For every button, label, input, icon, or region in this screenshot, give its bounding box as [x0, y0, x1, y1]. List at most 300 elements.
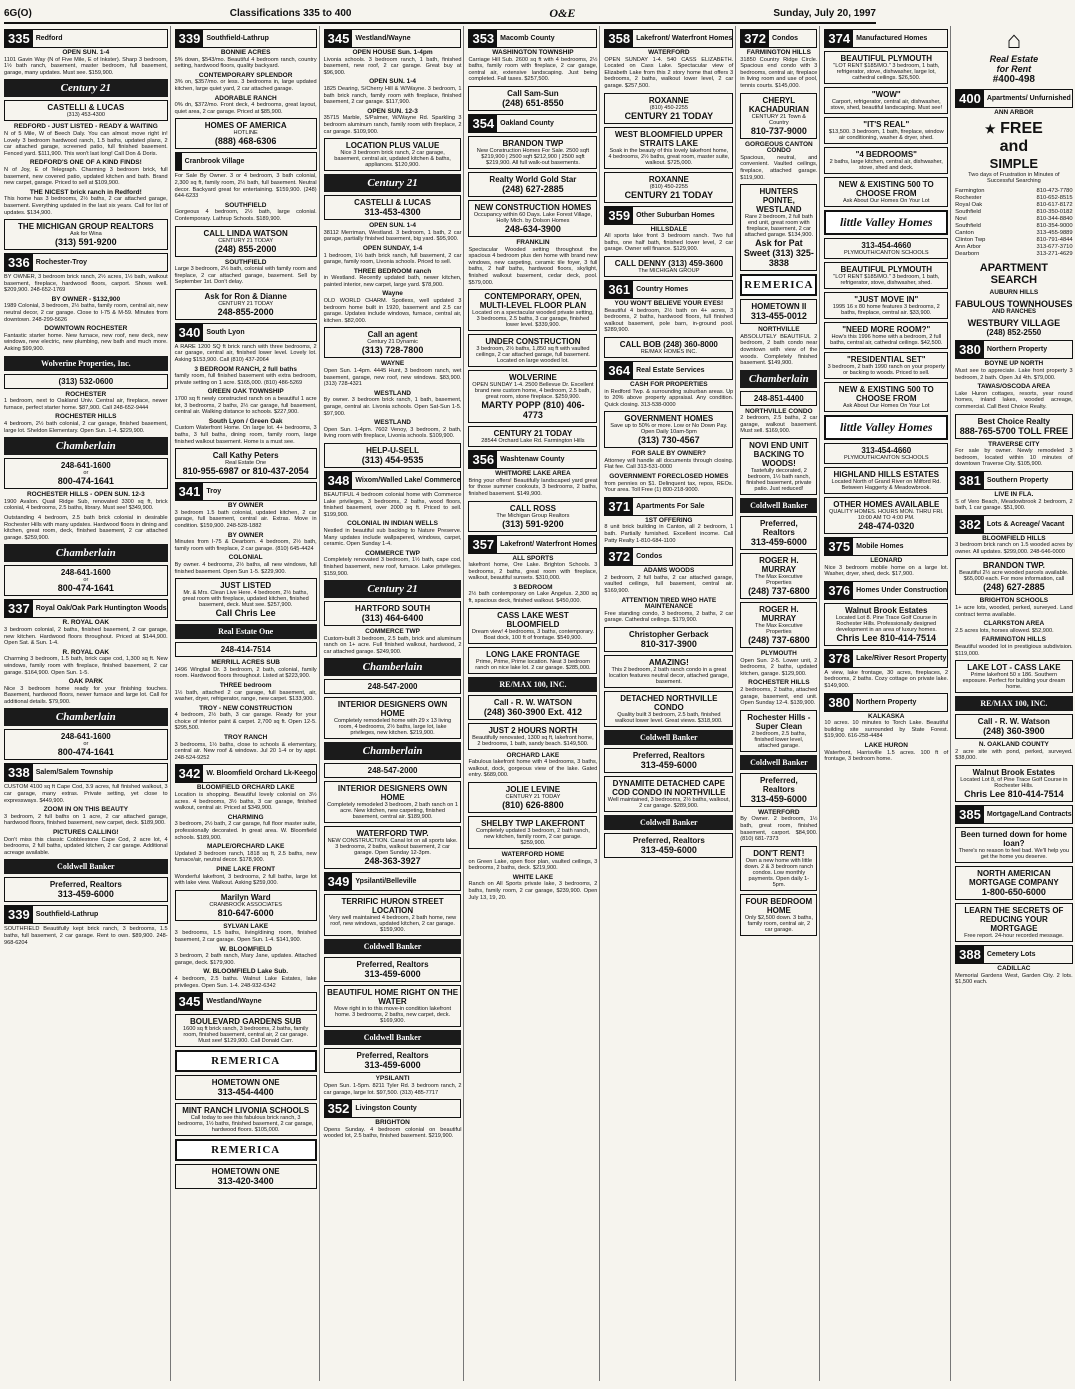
boxed-ad-title: Preferred, Realtors [632, 835, 705, 845]
listing-body: 1989 Colonial, 3 bedroom, 2½ baths, family room, central air, new neutral decor, 2 car garage. Close to I-75 & M-59. Minutes from downtown. 248-299-5626 [4, 303, 168, 323]
ann-arbor-label: ANN ARBOR [994, 109, 1034, 116]
listing-ad [468, 471, 597, 497]
boxed-ad [604, 93, 733, 124]
newspaper-page [4, 4, 1073, 1381]
listing-body: on Green Lake, open floor plan, vaulted ceilings, 3 bedrooms, 2 baths, deck. $219,900. [468, 858, 598, 872]
broker-logo: Chamberlain [4, 544, 168, 562]
city-name: Farmington [955, 187, 985, 194]
listing-headline: BY OWNER [227, 502, 264, 510]
listing-ad [955, 742, 1073, 762]
listing-body: Memorial Gardens West, Garden City. 2 lots. $1,500 each. [955, 972, 1073, 986]
listing-headline: THREE bedroom [219, 681, 272, 689]
broker-logo: Coldwell Banker [4, 859, 168, 874]
boxed-ad [740, 710, 817, 752]
boxed-ad-text: CENTURY 21 Town & Country [751, 113, 807, 126]
boxed-ad-text: Completely remodeled 3 bedroom, 2 bath ranch on 1 acre. New kitchen, new carpeting, finished basement, central air. $189,900. [327, 802, 459, 821]
listing-ad [955, 621, 1073, 634]
section-name: Royal Oak/Oak Park Huntington Woods [35, 605, 167, 613]
boxed-ad-title: SHELBY TWP LAKEFRONT [481, 819, 585, 829]
boxed-ad-title: CALL BOB (248) 360-8000 [619, 339, 718, 349]
section-header [604, 206, 733, 225]
listing-headline: OPEN SUN. 12-3 [367, 107, 418, 115]
listing-body: 35715 Marble, S/Palmer, W/Wayne Rd. Sparkling 3 bedroom aluminum ranch, family room with fireplace, 2 car garage. $109,900. [323, 115, 462, 135]
boxed-ad-title: NEW CONSTRUCTION HOMES [474, 202, 592, 212]
boxed-ad-title: JUST 2 HOURS NORTH [488, 725, 578, 735]
boxed-ad-phone: 248-855-2000 [217, 306, 274, 317]
section-number: 354 [469, 115, 497, 132]
section-header [468, 450, 597, 469]
boxed-ad [824, 467, 948, 494]
boxed-ad [824, 603, 948, 646]
listing-body: Ranch on All Sports private lake, 3 bedrooms, 2 baths, family room, 2 car garage, $239,900. Open July 13, 19, 20. [468, 881, 598, 901]
section-header [4, 905, 168, 924]
boxed-ad-title: 248-547-2000 [367, 682, 418, 692]
boxed-ad-title: WOLVERINE [508, 373, 557, 383]
listing-body: Attorney will handle all documents through closing. Flat fee. Call 313-531-0000 [604, 457, 734, 471]
broker-logo: REMERICA [740, 274, 817, 296]
boxed-ad [324, 957, 462, 982]
broker-logo: REMERICA [175, 1050, 317, 1072]
boxed-ad [955, 660, 1073, 693]
section-number: 345 [176, 993, 204, 1010]
listing-body: Fabulous lakefront home with 4 bedrooms, 3 baths, walkout, dock, gorgeous view of the lake. Gated entry. $689,000. [468, 759, 598, 779]
listing-ad [4, 830, 168, 856]
section-header [824, 29, 948, 48]
listing-ad [824, 714, 948, 740]
broker-logo: Chamberlain [4, 437, 168, 455]
boxed-ad-text: CENTURY 21 TODAY [218, 300, 274, 307]
boxed-ad-text: "LOT RENT $185/MO." 3 bedroom, 1 bath, refrigerator, stove, dishwasher, large lot, cathedral ceilings. $26,500. [833, 63, 940, 81]
listing-headline: Wayne [382, 290, 403, 298]
section-header [955, 805, 1073, 824]
boxed-ad-phone: 810-955-6987 or 810-437-2054 [182, 466, 309, 477]
listing-headline: YOU WON'T BELIEVE YOUR EYES! [614, 299, 724, 307]
listing-ad [955, 536, 1073, 556]
listing-body: 4 bedroom, 2½ bath, 3 car garage. Ready for your choice of interior paint & carpet. 2,700 sq ft. Open 12-5. $295,500. [174, 712, 317, 732]
listing-body: N of 5 Mile, W of Beech Daly. You can almost move right in! Lovely 3 bedroom hardwood ranch, 1.5 baths, updated plans, 2 car attached garage, screened patio, full finished basement. Fenced yard. $111,900. This won't last long! Call Don & Doris. [4, 130, 168, 157]
boxed-ad [604, 337, 733, 358]
listing-ad [4, 414, 168, 434]
section-header [955, 340, 1073, 359]
boxed-ad-title: 248-641-1600 [60, 732, 111, 742]
listing-ad [4, 297, 168, 323]
section-number: 380 [825, 694, 853, 711]
boxed-ad-phone: (248) 360-3900 Ext. 412 [483, 706, 582, 717]
listing-body: 1496 Wingtail Dr. 3 bedroom, 2 bath, colonial, family room. Hardwood floors throughout. Listed at $223,900. [174, 666, 317, 680]
boxed-ad-title: BEAUTIFUL PLYMOUTH [840, 54, 933, 63]
listing-headline: TRAVERSE CITY [988, 440, 1040, 448]
listing-ad [604, 518, 733, 544]
listing-ad [324, 1076, 462, 1096]
listing-body: lakefront home, Ore Lake. Brighton Schools. 3 bedrooms, 2 baths, great room with fireplace, walkout, beautiful sunsets. $310,000. [468, 562, 598, 582]
boxed-ad-phone: 248-363-3927 [364, 856, 421, 867]
boxed-ad-text: QUALITY HOMES. HOURS MON. THRU FRI. 10:00 AM TO 4:00 PM. [829, 509, 944, 521]
listing-body: Bring your offers! Beautifully landscaped yard great for those summer cookouts, 3 bedrooms, 2 baths, finished basement. $149,900. [468, 477, 598, 497]
listing-ad [4, 124, 168, 157]
boxed-ad-title: INTERIOR DESIGNERS OWN HOME [337, 700, 448, 719]
listing-ad [4, 492, 168, 512]
listing-body: For sale by owner. Newly remodeled 3 bedroom, located within 10 minutes of downtown Traverse City. $105,900. [955, 448, 1073, 468]
boxed-ad-title: BRANDON TWP [502, 138, 564, 148]
listing-body: A view, lake frontage, 30 acres, fireplaces, 2 bedrooms, 2 baths. Cozy cottage on private lake. $149,900. [824, 669, 949, 689]
listing-headline: FARMINGTON HILLS [981, 636, 1046, 644]
listing-body: Opens Sunday. 4 bedroom colonial on beautiful wooded lot, 2.5 baths, finished basement. $219,900. [323, 1126, 462, 1140]
listing-ad [740, 50, 817, 90]
boxed-ad-text: How's this 1996 home with a bedroom, 2 full baths, central air, cathedral ceilings. $42,500. [830, 334, 943, 346]
boxed-ad [740, 391, 817, 406]
listing-body: By owner. 3 bedroom brick ranch, 1 bath, basement, garage, central air. Livonia schools. Open Sat-Sun 1-5. $97,900. [323, 397, 462, 417]
boxed-ad-title: Best Choice Realty [977, 416, 1051, 426]
listing-ad [4, 274, 168, 294]
boxed-ad-text: (810) 450-2255 [649, 183, 688, 190]
section-name: Wixom/Walled Lake/ Commerce [355, 476, 461, 484]
boxed-ad [4, 565, 168, 596]
listing-ad [740, 409, 817, 435]
listing-headline: WATERFORD [758, 808, 800, 816]
listing-body: 3 bedrooms, 1½ baths, close to schools & elementary, central air. New roof & windows. Jul 20 1-4 or by appt. 248-524-9252 [174, 741, 317, 761]
section-number: 348 [325, 472, 353, 489]
listing-ad [324, 420, 462, 440]
listing-headline: SYLVAN LAKE [223, 922, 269, 930]
boxed-ad [324, 443, 462, 468]
boxed-ad-phone: CENTURY 21 TODAY [624, 110, 714, 121]
broker-logo: Century 21 [4, 79, 168, 97]
city-name: Dearborn [955, 250, 980, 257]
column-3 [324, 26, 465, 1381]
boxed-ad-title: HOMETOWN ONE [211, 1167, 280, 1177]
listing-headline: WHITMORE LAKE AREA [495, 470, 571, 478]
column-4 [468, 26, 600, 1381]
listing-body: Spectacular Wooded setting throughout the spacious 4 bedroom plus den home with brand new windows, new carpeting, ceramic tile foyer, 3 full baths, 2 half baths, hardwood floors, skylight, finished walkout basement, cedar deck, pool. $579,000. [468, 246, 598, 286]
boxed-ad [175, 226, 317, 257]
boxed-ad [4, 729, 168, 760]
listing-ad [955, 598, 1073, 618]
section-header [324, 471, 462, 490]
boxed-ad-phone: 313-459-6000 [750, 537, 807, 548]
listing-body: Lake Huron cottages, resorts, year round homes, inland lakes, wooded acreage, commercial. Call Best Choice Realty. [955, 390, 1073, 410]
listing-ad [955, 442, 1073, 468]
boxed-ad-phone: (313) 591-9200 [502, 518, 564, 529]
boxed-ad-text: 3 bedroom, 2½ baths, 1,850 sq ft with vaulted ceilings, 2 car attached garage, full basement. Located on large wooded lot. [475, 346, 590, 365]
boxed-ad-phone: 1-800-650-6000 [981, 887, 1046, 897]
section-name: Southfield-Lathrup [206, 35, 269, 42]
boxed-ad [4, 100, 168, 121]
boxed-ad [824, 322, 948, 349]
boxed-ad-title: NEW & EXISTING 500 TO CHOOSE FROM [838, 180, 934, 198]
boxed-ad-title: DYNAMITE DETACHED CAPE COD CONDO IN NORTHVILLE [612, 778, 726, 797]
listing-ad [175, 96, 317, 116]
boxed-ad [824, 238, 948, 259]
apartment-search: APARTMENT SEARCH [979, 261, 1048, 286]
section-header [604, 497, 733, 516]
boxed-ad-title: JOLIE LEVINE [505, 785, 561, 795]
listing-ad [955, 492, 1073, 512]
listing-headline: WESTLAND [374, 419, 411, 427]
boxed-ad-text: Ask for Wina [69, 231, 102, 238]
broker-logo: Coldwell Banker [604, 815, 733, 830]
listing-ad [175, 260, 317, 286]
broker-logo: Wolverine Properties, Inc. [4, 356, 168, 371]
boxed-ad-text: Completely updated 3 bedroom, 2 bath ranch, new kitchen, family room, 2 car garage. $259,900. [476, 828, 590, 847]
boxed-ad [324, 826, 462, 869]
boxed-ad [604, 691, 733, 727]
boxed-ad-title: BEAUTIFUL PLYMOUTH [840, 265, 933, 274]
listing-body: in Redford Twp. & surrounding suburban areas. Up to 20% above property appraisal. Any condition. Quick closing. 313-538-0000 [604, 388, 734, 408]
section-header [175, 29, 317, 48]
boxed-ad [324, 697, 462, 739]
listing-body: 4 bedroom, 2.5 baths. Walnut Lake Estates, lake privileges. Open Sun. 1-4. 248-932-6342 [174, 975, 317, 989]
boxed-ad-phone: (248) 651-8550 [502, 97, 564, 108]
boxed-ad-text: (810) 450-2255 [649, 104, 688, 111]
section-header [468, 29, 597, 48]
boxed-ad-text: HOTLINE [233, 130, 258, 137]
boxed-ad-phone: 313-420-3400 [217, 1176, 274, 1187]
listing-body: Beautiful 4 bedroom, 2½ bath on 4+ acres, 3 bedrooms, 2 baths, hardwood floors, full finished walkout basement, pole barn, in-ground pool. $289,900. [604, 307, 734, 334]
city-phone-row [955, 195, 1073, 202]
section-header [740, 29, 817, 48]
boxed-ad-phone: CENTURY 21 TODAY [624, 189, 714, 200]
city-name: Southfield [955, 208, 981, 215]
listing-headline: LAKE HURON [864, 741, 908, 749]
boxed-ad-title: Walnut Brook Estates [845, 605, 928, 615]
listing-ad [324, 629, 462, 655]
listing-body: 3 bedrooms, 1.5 baths, living/dining room, finished basement, 2 car garage. Open Sun. 1-4. $141,900. [174, 930, 317, 943]
listing-headline: BONNIE ACRES [220, 49, 271, 56]
boxed-ad-phone: Call Chris Lee [215, 608, 276, 619]
boxed-ad [468, 816, 597, 849]
boxed-ad-title: "WOW" [871, 90, 901, 99]
section-header [4, 763, 168, 782]
boxed-ad-phone: 888-765-5700 TOLL FREE [959, 425, 1068, 436]
boxed-ad-text: 1600 sq ft brick ranch, 3 bedrooms, 2 baths, family room, finished basement, central air, 2 car garage. Must see! $129,900. Call Donald Carr. [183, 1026, 309, 1045]
city-name: Canton [955, 229, 974, 236]
boxed-ad [740, 602, 817, 648]
listing-headline: ZOOM IN ON THIS BEAUTY [43, 806, 129, 814]
boxed-ad-title: HELP-U-SELL [366, 445, 419, 455]
boxed-ad-text: Nice 3 bedroom brick ranch, 2 car garage, basement, central air, updated kitchen & baths, appliances. $120,900. [334, 150, 451, 169]
listing-ad [604, 301, 733, 334]
broker-logo: Chamberlain [324, 658, 462, 676]
listing-ad [468, 753, 597, 779]
listing-body: in Westland. Recently updated bath, newer kitchen, painted interior, new carpet, large yard. $78,900. [323, 275, 462, 288]
listing-ad [175, 344, 317, 364]
listing-ad [740, 327, 817, 367]
badge-phone: #400-498 [992, 74, 1035, 85]
boxed-ad-title: DON'T RENT! [753, 848, 805, 858]
listing-headline: BY OWNER [227, 531, 264, 539]
boxed-ad-text: PLYMOUTH/CANTON SCHOOLS [843, 455, 929, 461]
boxed-ad [324, 679, 462, 694]
listing-headline: SOUTHFIELD [224, 258, 267, 266]
boxed-ad-title: Preferred, Realtors [356, 1051, 429, 1061]
boxed-ad-title: JUST LISTED [220, 581, 272, 591]
section-number: 376 [825, 582, 853, 599]
listing-body: By Owner. 2 bedroom, 1½ bath, great room, finished basement, carport. $84,900. (810) 681-7373 [740, 816, 818, 843]
section-number: 353 [469, 30, 497, 47]
boxed-ad-title: HIGHLAND HILLS ESTATES [833, 470, 939, 479]
section-name: Northern Property [986, 346, 1048, 354]
section-number: 378 [825, 650, 853, 667]
boxed-ad [468, 501, 597, 532]
boxed-ad [468, 608, 597, 644]
boxed-ad [740, 184, 817, 271]
boxed-ad-phone: (248) 737-6800 [748, 586, 810, 597]
and-label: and [999, 137, 1029, 155]
boxed-ad-title: ROGER H. MURRAY [759, 556, 799, 575]
section-number: 340 [176, 324, 204, 341]
city-phone-row [955, 223, 1073, 230]
boxed-ad [324, 195, 462, 220]
section-header [824, 693, 948, 712]
listing-body: All sports lake front 3 bedroom ranch. Two full baths, one half bath, finished lower level, 2 car garage. Owner will finance. $129,900. [604, 233, 734, 253]
listing-ad [468, 50, 597, 83]
boxed-ad-phone: (313) 591-9200 [55, 237, 117, 248]
listing-body: For Sale By Owner. 3 or 4 bedroom, 3 bath colonial, 2,300 sq ft, family room, 2½ bath, full basement. Neutral decor. Backyard great for entertaining. $159,900. (248) 644-6233 [174, 173, 317, 200]
listing-body: 2½ bath contemporary on Lake Angelus. 2,300 sq ft, spacious deck, finished walkout. $450,000. [468, 591, 598, 605]
listing-body: 2 bedroom, 2 full baths, 2 car attached garage, vaulted ceilings, full basement, central air. $169,900. [604, 574, 734, 594]
boxed-ad [955, 866, 1073, 900]
boxed-ad-text: Located North of Grand River on Milford Rd. Between Haggerty & Meadowbrook. [831, 479, 941, 491]
section-number: 352 [325, 1100, 353, 1117]
boxed-ad [468, 289, 597, 331]
listing-headline: WATERFORD HOME [501, 851, 565, 859]
column-8 [955, 26, 1075, 1381]
boxed-ad-text: The MICHIGAN GROUP [638, 267, 700, 274]
listing-body: Open Sun. 2-5. Lower unit, 2 bedrooms, 2 baths, updated kitchen, garage. $129,900. [740, 657, 818, 677]
boxed-ad-text: Located Lot 8, of Pine Trace Golf Course in Rochester Hills. [960, 777, 1068, 789]
listing-body: 1700 sq ft newly constructed ranch on a beautiful 1 acre lot, 3 bedrooms, 2 baths, 2½ car garage, full basement, central air. Walking distance to schools. $227,900. [174, 396, 317, 416]
listing-body: 1 bedroom, 1½ bath brick ranch, full basement, 2 car garage, family room, Livonia schools. Priced to sell. [323, 252, 462, 266]
boxed-ad-title: CENTURY 21 TODAY [493, 429, 573, 439]
boxed-ad-phone: (248) 627-2885 [983, 582, 1045, 593]
listing-headline: ROCHESTER [65, 390, 107, 398]
listing-ad [175, 389, 317, 415]
boxed-ad [824, 177, 948, 207]
listing-headline: GREEN OAK TOWNSHIP [207, 388, 284, 396]
boxed-ad-title: Call Kathy Peters [212, 451, 279, 461]
listing-headline: SOUTHFIELD [224, 201, 267, 209]
listing-body: Free standing condo, 3 bedrooms, 2 baths, 2 car garage. Cathedral ceilings. $179,900. [604, 610, 734, 624]
listing-headline: COLONIAL IN INDIAN WELLS [347, 520, 438, 528]
boxed-ad-title: OTHER HOMES AVAILABLE [833, 500, 940, 509]
listing-ad [4, 807, 168, 827]
boxed-ad-text: There's no reason to feel bad. We'll help you get the home you deserve. [958, 848, 1069, 860]
listing-ad [175, 706, 317, 732]
listing-ad [955, 384, 1073, 410]
listing-headline: WATERFORD [648, 49, 690, 56]
section-number: 371 [605, 498, 633, 515]
boxed-ad [324, 763, 462, 778]
boxed-ad [604, 655, 733, 688]
boxed-ad-phone: 248-474-0320 [858, 521, 915, 531]
section-name: Mobile Homes [856, 543, 904, 550]
listing-body: Updated 3 bedroom ranch, 1818 sq ft, 2.5 baths, new furnace/air, neutral decor. $178,900. [174, 850, 317, 864]
listing-headline: WASHINGTON TOWNSHIP [492, 49, 574, 56]
listing-body: ABSOLUTELY BEAUTIFUL 2 bedroom, 2 bath condo near downtown with view of the woods. Completely finished basement. $149,900. [740, 333, 818, 367]
section-name: Condos [636, 553, 663, 561]
column-7 [824, 26, 951, 1381]
boxed-ad [175, 578, 317, 621]
boxed-ad-text: OPEN SUNDAY 1-4. 2500 Bellevue Dr. Excellent brand new custom home, 4 bedroom, 2.5 bath, great room, stone fireplace. $259,900. [472, 382, 594, 401]
boxed-ad-phone: 313-459-6000 [640, 844, 697, 855]
boxed-ad-title: Preferred, Realtors [759, 519, 798, 538]
boxed-ad-title: DETACHED NORTHVILLE CONDO [620, 693, 718, 712]
listing-headline: CHARMING [227, 813, 264, 821]
listing-ad [468, 556, 597, 582]
listing-body: Custom-built 3 bedroom, 2.5 bath, brick and aluminum ranch on 1+ acre. Full finished walkout, hardwood, 2 car attached garage. $249,900. [323, 635, 462, 655]
boxed-ad-phone: MARTY POPP (810) 406-4773 [481, 400, 585, 421]
city-phone: 810-354-9000 [1036, 222, 1073, 229]
boxed-ad-text: or [83, 741, 89, 748]
listing-body: family room, full finished basement with extra bedroom, private setting on 1 acre. $165,000. (810) 486-5269 [174, 373, 317, 386]
listing-ad [955, 361, 1073, 381]
listing-body: 3 bedroom brick ranch on 1.5 wooded acres by owner. All updates. $299,000. 248-646-0000 [955, 542, 1073, 555]
section-number: 372 [741, 30, 769, 47]
broker-logo: Coldwell Banker [740, 498, 817, 513]
boxed-ad-text: Only $2,500 down. 3 baths, family room, central air, 2 car garage. [744, 914, 813, 933]
listing-body: OPEN SUNDAY 1-4. 540 CASS ELIZABETH. Located on Cass Lake. Spectacular view of Elizabeth Lake from this 2 story home that offers 3 bedrooms, 2 baths, walkout lower level, 2 car garage. $257,500. [604, 56, 734, 89]
broker-logo: Coldwell Banker [740, 755, 817, 770]
boxed-ad-text: $13,500. 3 bedroom, 1 bath, fireplace, window air conditioning, washer & dryer, shed. [828, 129, 944, 141]
listing-headline: REDFORD - JUST LISTED - READY & WAITING [13, 123, 158, 131]
listing-headline: 3 BEDROOM [513, 583, 553, 591]
listing-body: Outstanding 4 bedroom, 2.5 bath brick colonial in desirable Rochester Hills with many updates. Hardwood floors in dining and kitchen, great room, deck, finished basement, 2 car attached garage. $259,900. [4, 514, 168, 541]
section-header [4, 29, 168, 48]
boxed-ad-title: Preferred, Realtors [49, 880, 122, 890]
boxed-ad [604, 627, 733, 652]
listing-body: Beautiful wooded lot in prestigious subdivision. $119,000. [955, 644, 1073, 657]
boxed-ad-title: 248-547-2000 [367, 766, 418, 776]
boxed-ad [324, 601, 462, 626]
boxed-ad-title: Preferred, Realtors [356, 960, 429, 970]
listing-ad [4, 620, 168, 646]
listing-headline: HILLSDALE [650, 225, 688, 233]
section-number: 341 [176, 483, 204, 500]
section-header [824, 537, 948, 556]
listing-ad [955, 637, 1073, 657]
boxed-ad-title: 248-641-1600 [60, 461, 111, 471]
section-header [468, 114, 597, 133]
section-name: Troy [206, 488, 222, 496]
listing-ad [740, 651, 817, 677]
house-icon: ⌂ [1006, 28, 1022, 54]
section-name: Macomb County [500, 35, 555, 42]
boxed-ad-title: Ask for Ron & Dianne [204, 291, 287, 301]
listing-body: 31850 Country Ridge Circle. Spacious end condo with 3 bedrooms, central air, fireplace in living room and use of pool, tennis courts. $145,000. [740, 56, 818, 89]
boxed-ad-text: Quality built 3 bedroom, 2.5 bath, finished walkout lower level. Great views. $318,900. [615, 711, 723, 724]
broker-logo: Coldwell Banker [324, 1030, 462, 1045]
listing-ad [175, 947, 317, 967]
boxed-ad-phone: 313-459-6000 [57, 889, 114, 900]
city-name: Clinton Twp [955, 236, 986, 243]
boxed-ad-title: CHERYL KACHADURIAN [748, 95, 809, 114]
listing-ad [175, 173, 317, 199]
city-phone: 810-652-8515 [1036, 194, 1073, 201]
section-header [955, 89, 1073, 108]
boxed-ad-phone: 810-647-6000 [217, 907, 274, 918]
listing-headline: 3 BEDROOM RANCH, 2 full baths [194, 365, 297, 373]
listing-headline: PICTURES CALLING! [52, 829, 119, 837]
boxed-ad-phone: (248) 360-3900 [983, 726, 1045, 737]
boxed-ad-title: CASTELLI & LUCAS [354, 198, 431, 208]
listing-headline: THREE BEDROOM ranch [353, 267, 432, 275]
page-number: 6G(O) [4, 7, 32, 19]
boxed-ad-title: HOMETOWN ONE [211, 1078, 280, 1088]
listing-ad [175, 419, 317, 445]
broker-logo: Chamberlain [740, 370, 817, 388]
broker-logo: Coldwell Banker [324, 939, 462, 954]
section-name: Apartments/ Unfurnished [986, 95, 1071, 102]
